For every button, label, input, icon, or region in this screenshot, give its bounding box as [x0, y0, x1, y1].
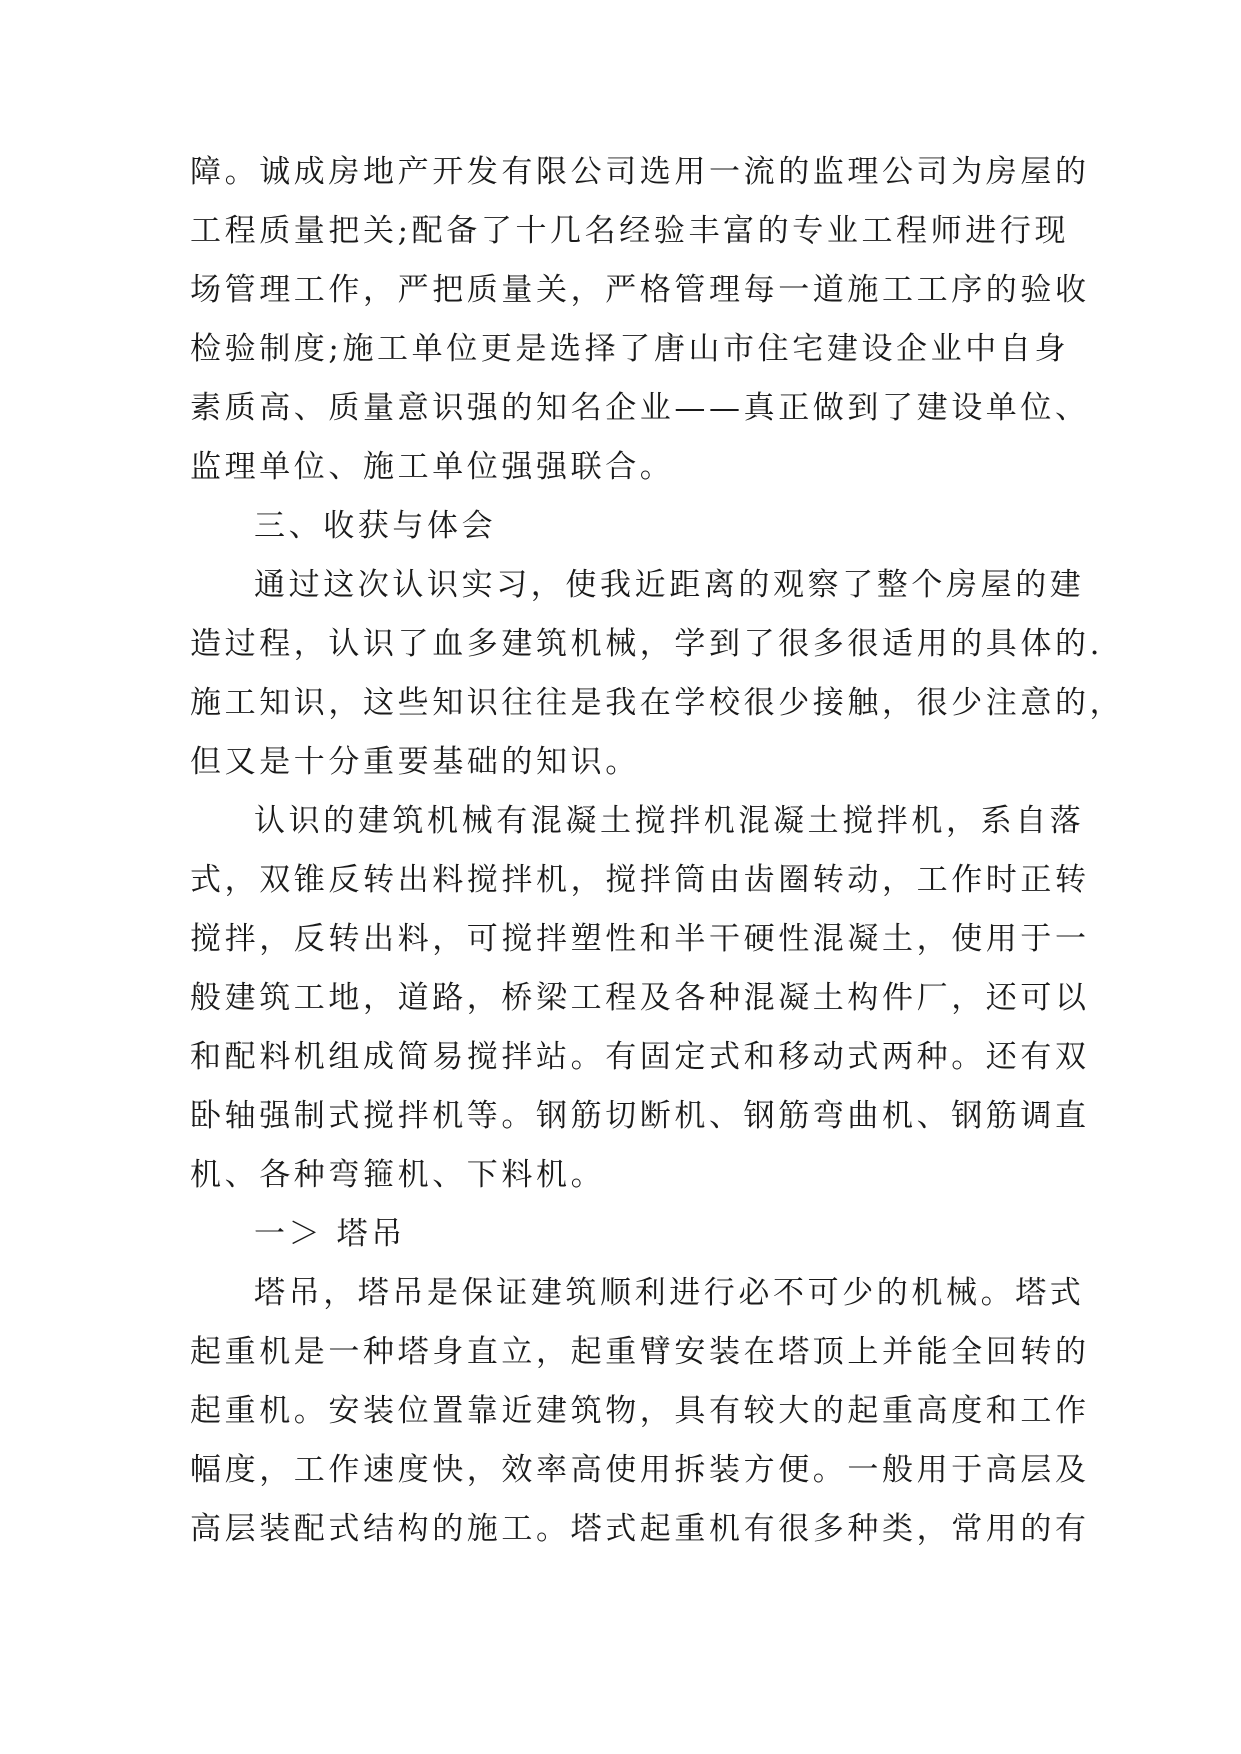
text-line: 监理单位、施工单位强强联合。 — [190, 449, 675, 485]
text-line: 起重机。安装位置靠近建筑物，具有较大的起重高度和工作 — [190, 1393, 1090, 1429]
text-line: 素质高、质量意识强的知名企业——真正做到了建设单位、 — [190, 390, 1090, 426]
text-line: 但又是十分重要基础的知识。 — [190, 744, 640, 780]
section-heading: 三、收获与体会 — [254, 508, 497, 544]
text-line: 障。诚成房地产开发有限公司选用一流的监理公司为房屋的 — [190, 154, 1090, 190]
text-line: 塔吊，塔吊是保证建筑顺利进行必不可少的机械。塔式 — [254, 1275, 1085, 1311]
text-line: 高层装配式结构的施工。塔式起重机有很多种类，常用的有 — [190, 1511, 1090, 1547]
text-line: 工程质量把关;配备了十几名经验丰富的专业工程师进行现 — [190, 213, 1070, 249]
text-line: 检验制度;施工单位更是选择了唐山市住宅建设企业中自身 — [190, 331, 1070, 367]
subsection-heading: 一＞ 塔吊 — [254, 1216, 406, 1252]
text-line: 施工知识，这些知识往往是我在学校很少接触，很少注意的， — [190, 685, 1125, 721]
text-line: 认识的建筑机械有混凝土搅拌机混凝土搅拌机，系自落 — [254, 803, 1085, 839]
text-line: 幅度，工作速度快，效率高使用拆装方便。一般用于高层及 — [190, 1452, 1090, 1488]
text-line: 通过这次认识实习，使我近距离的观察了整个房屋的建 — [254, 567, 1085, 603]
text-line: 卧轴强制式搅拌机等。钢筋切断机、钢筋弯曲机、钢筋调直 — [190, 1098, 1090, 1134]
text-line: 和配料机组成简易搅拌站。有固定式和移动式两种。还有双 — [190, 1039, 1090, 1075]
text-line: 造过程，认识了血多建筑机械，学到了很多很适用的具体的. — [190, 626, 1104, 662]
text-line: 机、各种弯箍机、下料机。 — [190, 1157, 606, 1193]
text-line: 搅拌，反转出料，可搅拌塑性和半干硬性混凝土，使用于一 — [190, 921, 1090, 957]
text-line: 式，双锥反转出料搅拌机，搅拌筒由齿圈转动，工作时正转 — [190, 862, 1090, 898]
text-line: 场管理工作，严把质量关，严格管理每一道施工工序的验收 — [190, 272, 1090, 308]
text-line: 般建筑工地，道路，桥梁工程及各种混凝土构件厂，还可以 — [190, 980, 1090, 1016]
text-line: 起重机是一种塔身直立，起重臂安装在塔顶上并能全回转的 — [190, 1334, 1090, 1370]
